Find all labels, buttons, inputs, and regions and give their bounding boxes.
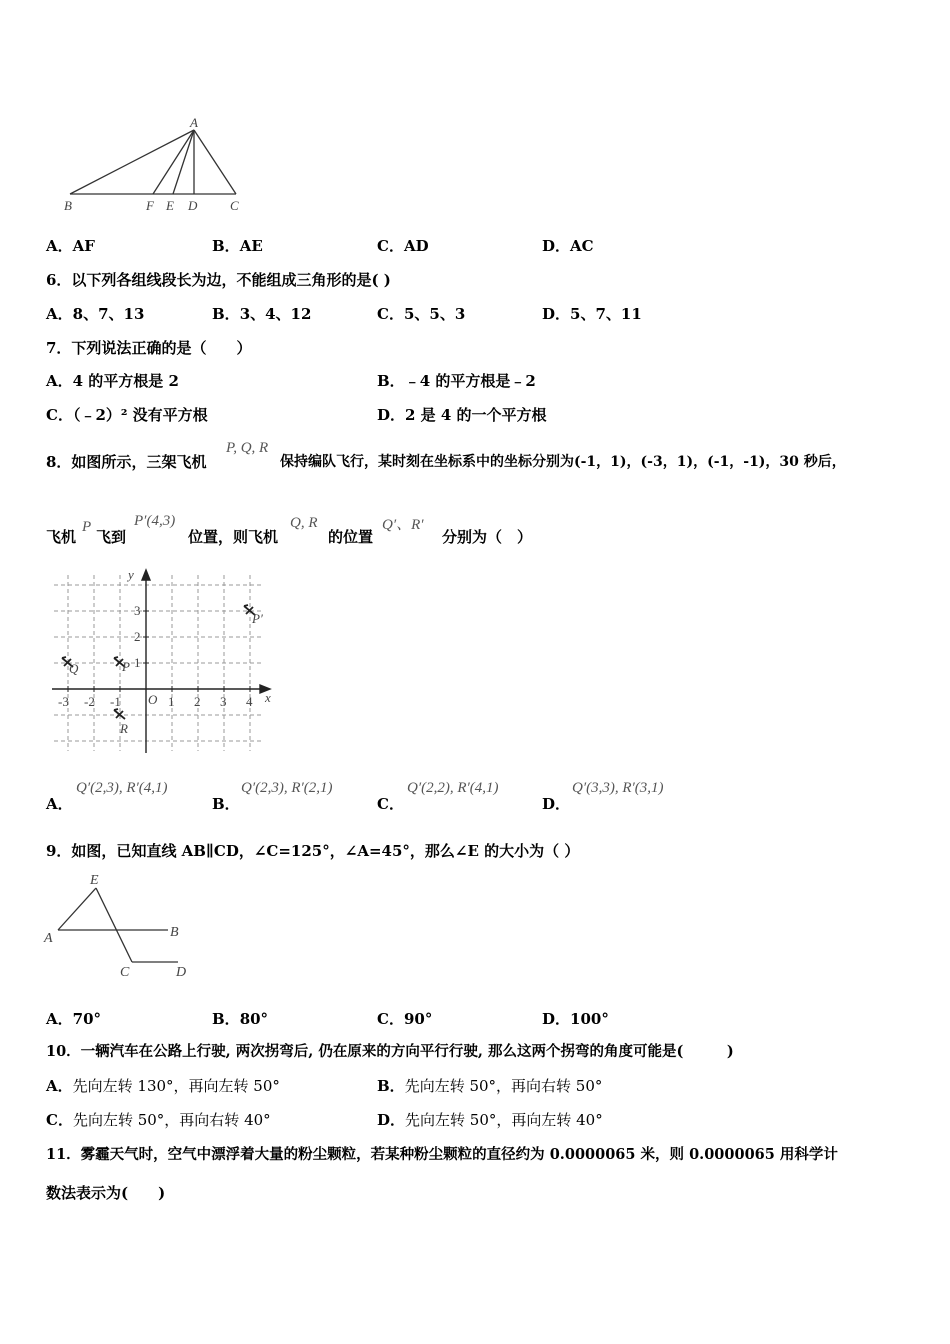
q9-label-a: A xyxy=(44,931,53,946)
q11-stem-line2: 数法表示为( ) xyxy=(46,1184,166,1202)
q6-option-c-text: 5、5、3 xyxy=(403,305,466,323)
q5-option-d[interactable] xyxy=(542,236,594,256)
q9-label-e: E xyxy=(90,873,99,888)
q6-option-b[interactable] xyxy=(212,304,311,324)
q8-qr-prime: Q′、R′ xyxy=(382,517,424,533)
q8-x-tick-3: 3 xyxy=(220,694,227,709)
q8-x-tick-neg2: -2 xyxy=(84,694,95,709)
q5-option-d-text: AC xyxy=(570,237,594,255)
q8-option-b-text: Q′(2,3), R′(2,1) xyxy=(241,780,333,796)
q10-stem: 10．一辆汽车在公路上行驶, 两次拐弯后, 仍在原来的方向平行行驶, 那么这两个拐弯的角度可能是( ) xyxy=(46,1043,734,1060)
q8-line2-e: 分别为（ ） xyxy=(442,528,533,546)
q8-x-tick-neg1: -1 xyxy=(110,694,121,709)
q8-p: P xyxy=(82,519,92,535)
q8-line2-a: 飞机 xyxy=(46,528,77,546)
q6-option-c[interactable] xyxy=(377,304,465,324)
q8-option-b-label[interactable]: B． xyxy=(212,795,240,813)
q5-option-b[interactable] xyxy=(212,236,263,256)
q9-option-d[interactable] xyxy=(542,1009,609,1029)
q10-option-a-label: A． xyxy=(46,1077,73,1095)
q5-label-e: E xyxy=(166,198,174,213)
q6-option-a-label: A． xyxy=(46,305,73,323)
q10-option-b-text: 先向左转 50°，再向右转 50° xyxy=(404,1077,603,1095)
q5-label-b: B xyxy=(64,198,72,213)
q7-option-a-label: A． xyxy=(46,372,73,390)
q7-option-b-text: ﹣4 的平方根是﹣2 xyxy=(404,372,536,390)
q5-option-a-label: A． xyxy=(46,237,73,255)
q7-option-c[interactable] xyxy=(46,405,208,425)
q8-point-q-label: Q xyxy=(69,661,79,676)
q8-stem-part1: 8．如图所示，三架飞机 xyxy=(46,453,207,471)
q8-grid xyxy=(54,575,264,751)
q8-pqr: P, Q, R xyxy=(226,440,269,456)
q8-point-p-label: P xyxy=(122,659,130,674)
q8-x-tick-2: 2 xyxy=(194,694,201,709)
q8-option-d-label[interactable]: D． xyxy=(542,795,571,813)
q8-point-p-prime-label: P′ xyxy=(252,611,263,626)
q5-label-d: D xyxy=(188,198,198,213)
q8-option-a-label[interactable]: A． xyxy=(46,795,73,813)
q5-triangle-figure xyxy=(58,112,258,217)
q10-option-b[interactable] xyxy=(377,1076,602,1096)
q9-option-c[interactable] xyxy=(377,1009,432,1029)
q9-option-a-label: A． xyxy=(46,1010,73,1028)
q8-line2-b: 飞到 xyxy=(96,528,127,546)
q7-option-d-label: D． xyxy=(377,406,406,424)
q5-label-c: C xyxy=(230,198,239,213)
q8-x-tick-neg3: -3 xyxy=(58,694,69,709)
q6-option-a[interactable] xyxy=(46,304,144,324)
q9-stem: 9．如图，已知直线 AB∥CD，∠C=125°，∠A=45°，那么∠E 的大小为（ ） xyxy=(46,842,580,860)
q10-option-c[interactable] xyxy=(46,1110,271,1130)
q6-stem: 6．以下列各组线段长为边，不能组成三角形的是( ) xyxy=(46,271,391,289)
q9-option-b[interactable] xyxy=(212,1009,268,1029)
q8-y-axis-label: y xyxy=(128,567,134,582)
q9-label-b: B xyxy=(170,925,179,940)
q8-option-a-text: Q′(2,3), R′(4,1) xyxy=(76,780,168,796)
q5-option-a-text: AF xyxy=(72,237,95,255)
q8-y-tick-2: 2 xyxy=(134,629,141,644)
q10-option-b-label: B． xyxy=(377,1077,405,1095)
q8-x-tick-1: 1 xyxy=(168,694,175,709)
q9-option-a-text: 70° xyxy=(72,1010,102,1028)
q9-option-b-label: B． xyxy=(212,1010,240,1028)
q8-point-r-label: R xyxy=(120,721,128,736)
q5-label-a: A xyxy=(190,115,198,130)
q6-option-d-text: 5、7、11 xyxy=(570,305,642,323)
q8-y-tick-3: 3 xyxy=(134,603,141,618)
q9-option-b-text: 80° xyxy=(239,1010,269,1028)
q5-label-f: F xyxy=(146,198,154,213)
q8-option-d-text: Q′(3,3), R′(3,1) xyxy=(572,780,664,796)
q9-label-c: C xyxy=(120,965,130,980)
q10-option-c-label: C． xyxy=(46,1111,73,1129)
q9-option-d-label: D． xyxy=(542,1010,571,1028)
q6-option-c-label: C． xyxy=(377,305,404,323)
q8-origin-label: O xyxy=(148,692,158,707)
q7-option-c-label: C． xyxy=(46,406,73,424)
q9-option-d-text: 100° xyxy=(570,1010,609,1028)
q5-option-b-label: B． xyxy=(212,237,240,255)
q8-stem-part2: 保持编队飞行，某时刻在坐标系中的坐标分别为(-1，1)，(-3，1)，(-1，-1)，30 秒后， xyxy=(280,454,846,470)
q5-option-c-text: AD xyxy=(403,237,429,255)
q6-option-a-text: 8、7、13 xyxy=(72,305,145,323)
q7-option-d[interactable] xyxy=(377,405,547,425)
q8-y-tick-1: 1 xyxy=(134,655,141,670)
q10-option-a-text: 先向左转 130°，再向左转 50° xyxy=(72,1077,280,1095)
q7-option-b-label: B． xyxy=(377,372,405,390)
q6-option-d-label: D． xyxy=(542,305,571,323)
q10-option-d[interactable] xyxy=(377,1110,603,1130)
q6-option-b-label: B． xyxy=(212,305,240,323)
q7-option-a-text: 4 的平方根是 2 xyxy=(72,372,179,390)
q8-x-axis-label: x xyxy=(265,690,271,705)
q8-option-c-label[interactable]: C． xyxy=(377,795,404,813)
q7-stem: 7．下列说法正确的是（ ） xyxy=(46,339,252,357)
q8-x-tick-4: 4 xyxy=(246,694,253,709)
q7-option-d-text: 2 是 4 的一个平方根 xyxy=(405,406,547,424)
q7-option-b[interactable] xyxy=(377,371,536,391)
q8-p-prime: P′(4,3) xyxy=(134,513,176,529)
q5-option-c[interactable] xyxy=(377,236,429,256)
q8-line2-c: 位置，则飞机 xyxy=(188,528,279,546)
q8-line2-d: 的位置 xyxy=(328,528,374,546)
q9-option-c-label: C． xyxy=(377,1010,404,1028)
q6-option-d[interactable] xyxy=(542,304,642,324)
q7-option-c-text: （﹣2）² 没有平方根 xyxy=(72,406,208,424)
q9-option-c-text: 90° xyxy=(403,1010,433,1028)
q5-option-d-label: D． xyxy=(542,237,571,255)
q9-parallel-lines-figure xyxy=(42,866,202,984)
q8-option-c-text: Q′(2,2), R′(4,1) xyxy=(407,780,499,796)
q8-qr: Q, R xyxy=(290,515,318,531)
q6-option-b-text: 3、4、12 xyxy=(239,305,312,323)
q10-option-c-text: 先向左转 50°，再向右转 40° xyxy=(72,1111,271,1129)
q9-label-d: D xyxy=(176,965,187,980)
q5-option-a[interactable] xyxy=(46,236,95,256)
q10-option-d-text: 先向左转 50°，再向左转 40° xyxy=(405,1111,603,1129)
q10-option-a[interactable] xyxy=(46,1076,280,1096)
q8-coordinate-graph xyxy=(44,565,280,760)
q9-option-a[interactable] xyxy=(46,1009,101,1029)
q5-option-b-text: AE xyxy=(239,237,263,255)
q10-option-d-label: D． xyxy=(377,1111,406,1129)
q5-option-c-label: C． xyxy=(377,237,404,255)
q11-stem-line1: 11．雾霾天气时，空气中漂浮着大量的粉尘颗粒，若某种粉尘颗粒的直径约为 0.0000065 米，则 0.0000065 用科学计 xyxy=(46,1146,838,1163)
q7-option-a[interactable] xyxy=(46,371,179,391)
